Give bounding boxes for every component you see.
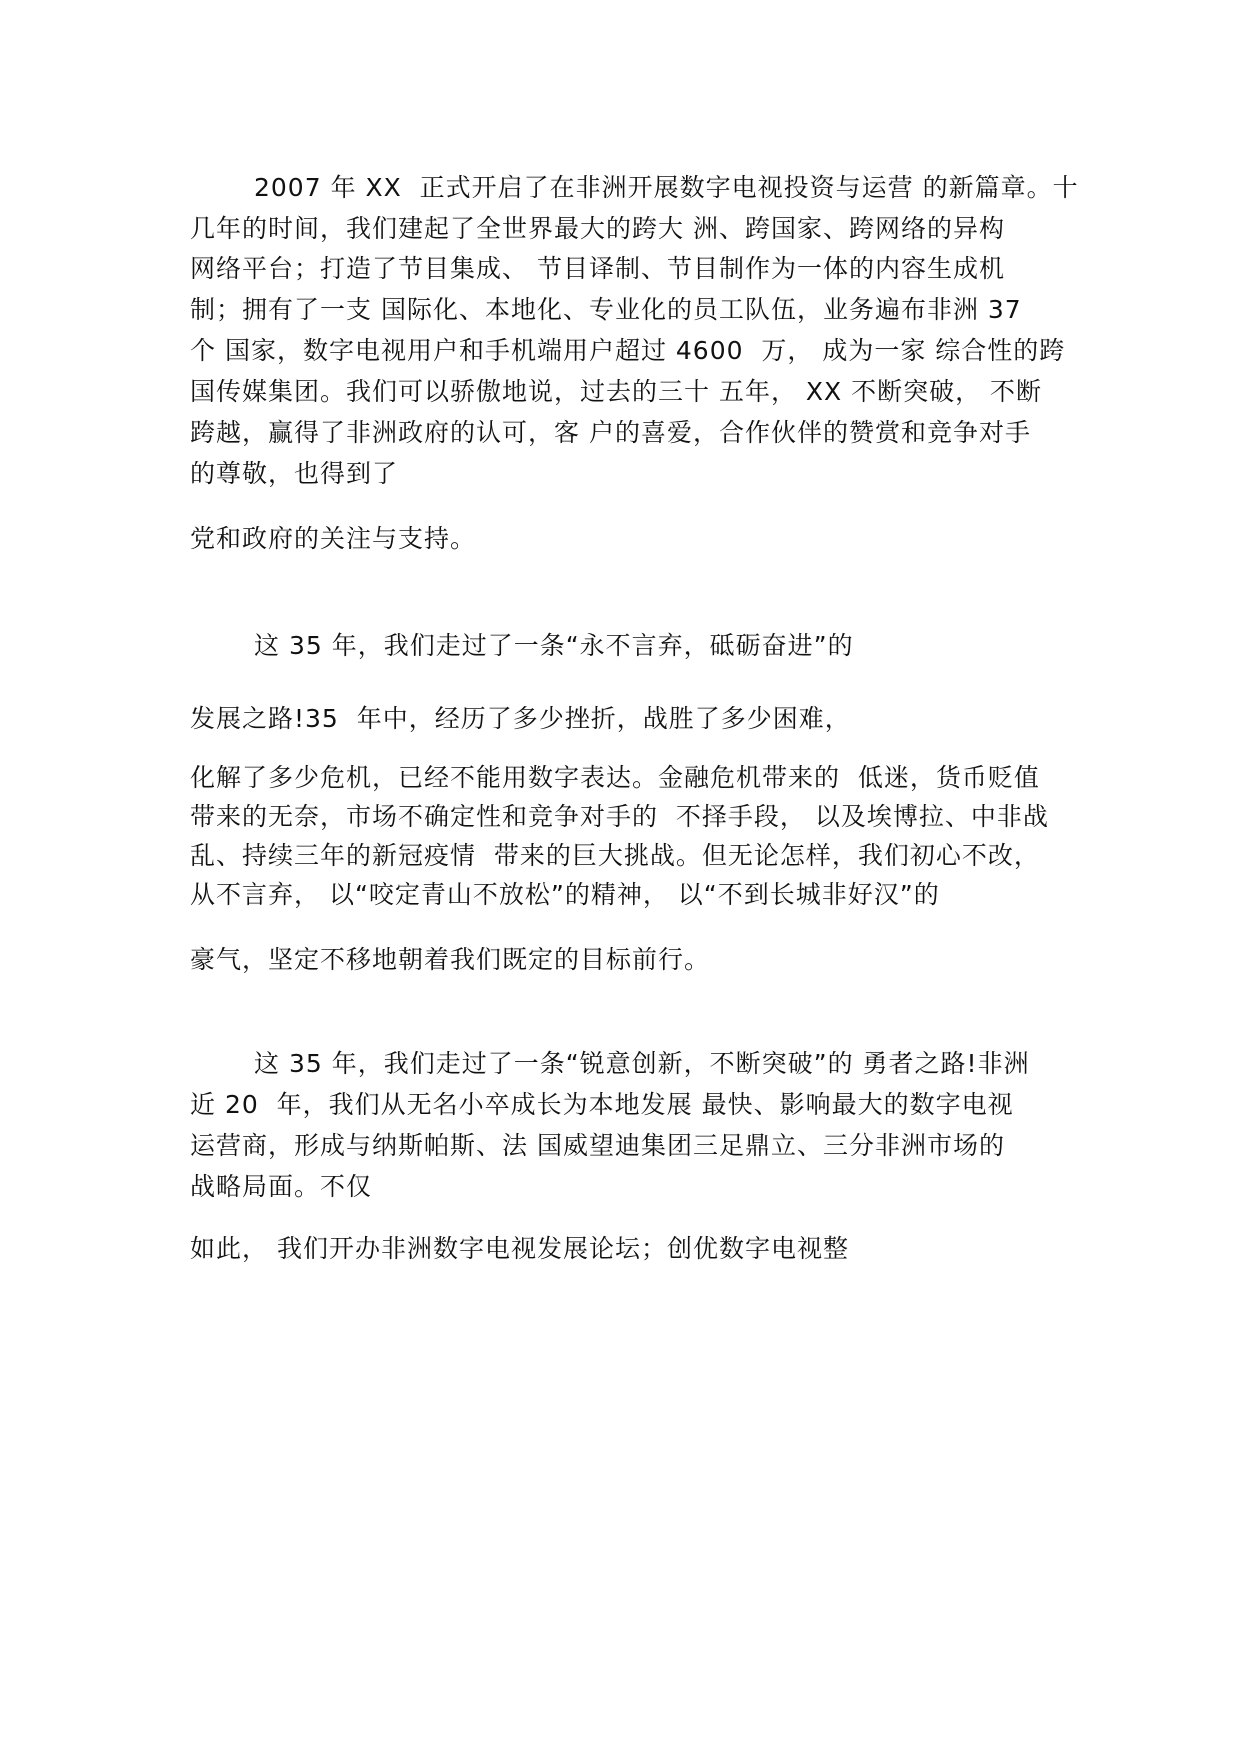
text-line: 化解了多少危机，已经不能用数字表达。金融危机带来的 低迷，货币贬值 — [190, 763, 1040, 792]
text-line: 网络平台；打造了节目集成、 节目译制、节目制作为一体的内容生成机 — [190, 254, 1005, 283]
text-line: 从不言弃， 以“咬定青山不放松”的精神， 以“不到长城非好汉”的 — [190, 880, 940, 909]
text-line: 运营商，形成与纳斯帕斯、法 国威望迪集团三足鼎立、三分非洲市场的 — [190, 1131, 1005, 1160]
text-line: 制；拥有了一支 国际化、本地化、专业化的员工队伍，业务遍布非洲 37 — [190, 295, 1022, 324]
text-line: 乱、持续三年的新冠疫情 带来的巨大挑战。但无论怎样，我们初心不改， — [190, 841, 1040, 870]
text-line: 个 国家，数字电视用户和手机端用户超过 4600 万， 成为一家 综合性的跨 — [190, 336, 1066, 365]
text-line: 如此， 我们开办非洲数字电视发展论坛；创优数字电视整 — [190, 1234, 849, 1263]
text-line: 几年的时间，我们建起了全世界最大的跨大 洲、跨国家、跨网络的异构 — [190, 214, 1005, 243]
text-line: 带来的无奈，市场不确定性和竞争对手的 不择手段， 以及埃博拉、中非战 — [190, 802, 1049, 831]
text-line: 战略局面。不仅 — [190, 1172, 373, 1201]
text-line: 发展之路!35 年中，经历了多少挫折，战胜了多少困难， — [190, 704, 851, 733]
text-line: 近 20 年，我们从无名小卒成长为本地发展 最快、影响最大的数字电视 — [190, 1090, 1014, 1119]
text-line: 党和政府的关注与支持。 — [190, 524, 477, 553]
text-line: 跨越，赢得了非洲政府的认可，客 户的喜爱，合作伙伴的赞赏和竞争对手 — [190, 418, 1031, 447]
text-line: 这 35 年，我们走过了一条“锐意创新，不断突破”的 勇者之路!非洲 — [254, 1049, 1030, 1078]
text-line: 的尊敬，也得到了 — [190, 459, 399, 488]
text-line: 豪气，坚定不移地朝着我们既定的目标前行。 — [190, 945, 711, 974]
text-line: 国传媒集团。我们可以骄傲地说，过去的三十 五年， XX 不断突破， 不断 — [190, 377, 1043, 406]
text-line: 2007 年 XX 正式开启了在非洲开展数字电视投资与运营 的新篇章。十 — [254, 173, 1079, 202]
text-line: 这 35 年，我们走过了一条“永不言弃，砥砺奋进”的 — [254, 631, 854, 660]
